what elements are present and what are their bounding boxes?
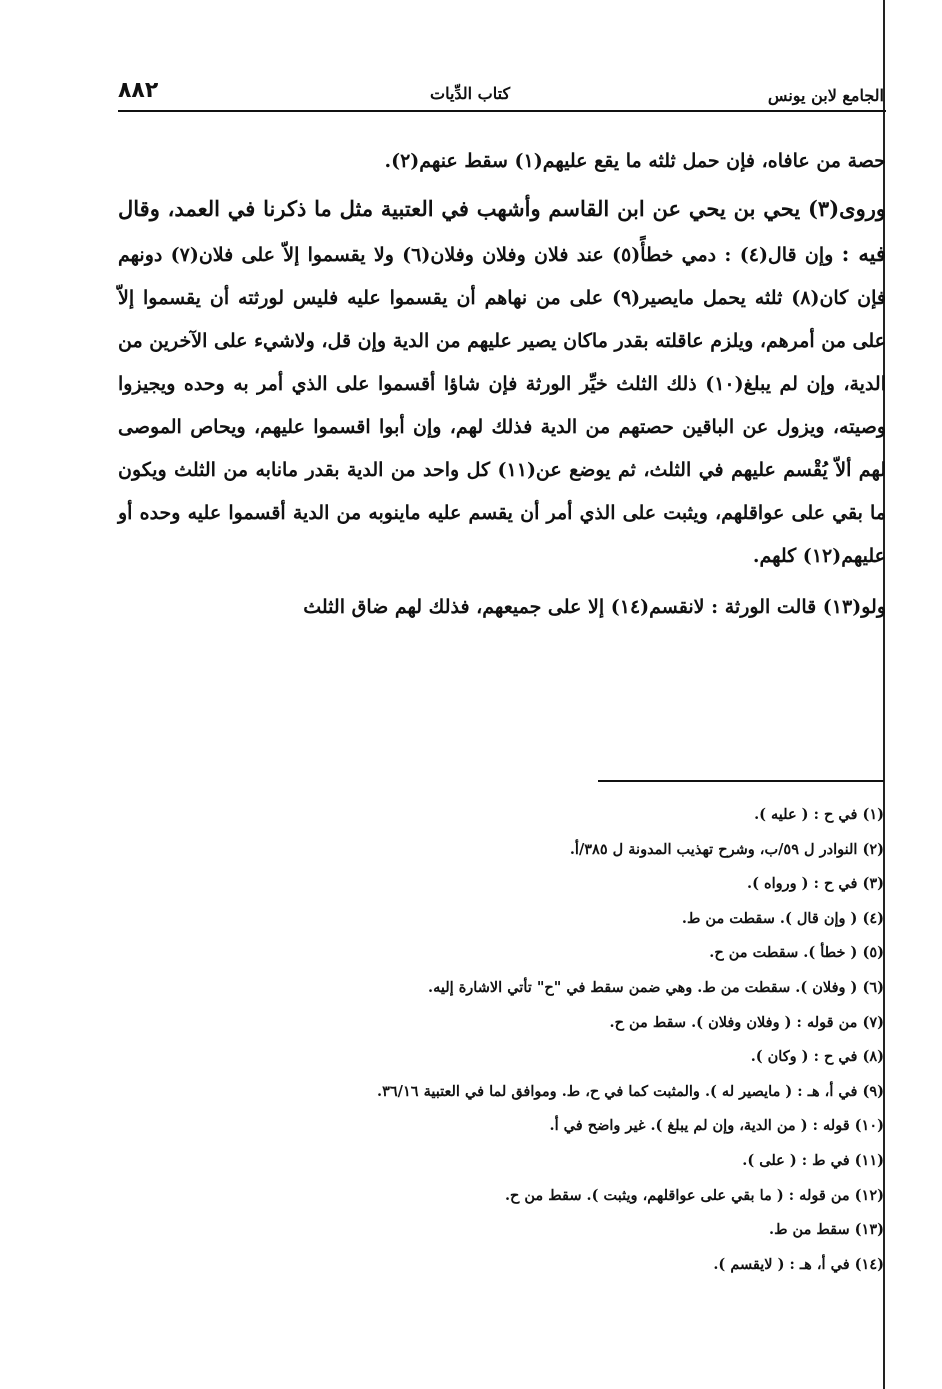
footnote-1: (١) في ح : ( عليه ).: [754, 806, 884, 823]
page-number: ٨٨٢: [118, 78, 159, 103]
footnote-4: (٤) ( وإن قال ). سقطت من ط.: [681, 909, 884, 927]
footnote-6: (٦) ( وفلان ). سقطت من ط. وهي ضمن سقط في "ح" تأتي الاشارة إليه.: [428, 978, 884, 996]
header-rule: [118, 110, 886, 112]
footnote-2: (٢) النوادر ل ٥٩/ب، وشرح تهذيب المدونة ل ٣٨٥/أ.: [569, 840, 884, 858]
footnote-12: (١٢) من قوله : ( ما بقي على عواقلهم، ويثبت ). سقط من ح.: [504, 1186, 884, 1204]
paragraph-3: ولو(١٣) قالت الورثة : لانقسم(١٤) إلا على جميعهم، فذلك لهم ضاق الثلث: [303, 596, 886, 618]
footnote-5: (٥) ( خطأ ). سقطت من ح.: [709, 944, 884, 962]
footnote-11: (١١) في ط : ( على ).: [742, 1151, 884, 1169]
page-header: [118, 78, 886, 108]
footnote-13: (١٣) سقط من ط.: [769, 1221, 884, 1239]
paragraph-2-body: وإن قال(٤) : دمي خطأً(٥) عند فلان وفلان وفلان(٦) ولا يقسموا إلاّ على فلان(٧) دونهم فإن كان(٨) ثلثه يحمل مايصير(٩) على من نهاهم أن يقسموا عليه فليس لورثته أن يقسموا إلاّ على من أمرهم، ويلزم عاقلته بقدر ماكان يصير عليهم من الدية وإن قل، ولاشيء على الآخرين من الدية، وإن لم يبلغ(١٠) ذلك الثلث خيِّر الورثة فإن شاؤا أقسموا على الذي أمر به وحده ويجيزوا وصيته، ويزول عن الباقين حصتهم من الدية فذلك لهم، وإن أبوا اقسموا عليهم، ويحاص الموصى لهم ألاّ يُقْسم عليهم في الثلث، ثم يوضع عن(١١) كل واحد من الدية بقدر مانابه من الثلث ويكون ما بقي على عواقلهم، ويثبت على الذي أمر أن يقسم عليه ماينوبه من الدية أقسموا عليه وحده أو عليهم(١٢) كلهم.: [118, 244, 887, 567]
paragraph-2: [118, 187, 886, 578]
footnote-9: (٩) في أ، هـ : ( مايصير له ). والمثبت كما في ح، ط. وموافق لما في العتبية ٣٦/١٦.: [377, 1082, 884, 1100]
main-text: [118, 140, 886, 629]
footnote-3: (٣) في ح : ( ورواه ).: [747, 875, 884, 893]
footnote-8: (٨) في ح : ( وكان ).: [750, 1048, 884, 1066]
footnote-7: (٧) من قوله : ( وفلان وفلان ). سقط من ح.: [609, 1013, 884, 1031]
paragraph-1: حصة من عافاه، فإن حمل ثلثه ما يقع عليهم(١) سقط عنهم(٢).: [384, 150, 886, 172]
book-title: كتاب الدِّيات: [430, 84, 511, 103]
footnote-10: (١٠) قوله : ( من الدية، وإن لم يبلغ ). غير واضح في أ.: [549, 1117, 884, 1135]
footnote-14: (١٤) في أ، هـ : ( لايقسم ).: [713, 1255, 884, 1273]
footnotes: [118, 798, 884, 1282]
footnote-separator: [598, 780, 884, 782]
paragraph-2-lead: وروى(٣) يحي بن يحي عن ابن القاسم وأشهب في العتبية مثل ما ذكرنا في العمد، وقال فيه :: [118, 196, 886, 266]
running-title: الجامع لابن يونس: [767, 86, 884, 105]
